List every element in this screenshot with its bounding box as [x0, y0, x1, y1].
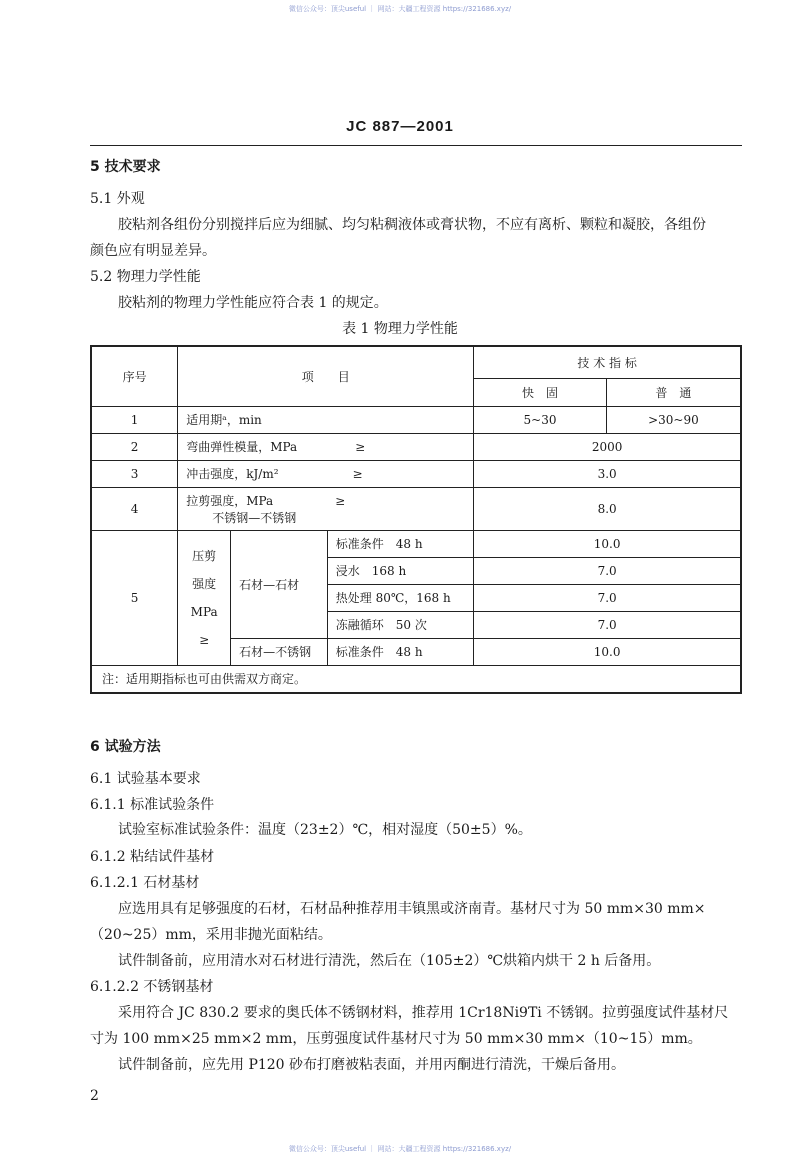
cell-cond: 冻融循环 50 次 — [327, 611, 474, 638]
standard-header: JC 887—2001 — [346, 118, 454, 135]
cell-value: 7.0 — [474, 557, 741, 584]
header-normal: 普 通 — [606, 378, 741, 406]
cell-no: 5 — [91, 530, 178, 665]
text-line: 5.2 物理力学性能 — [90, 269, 201, 285]
text-line: 试件制备前，应先用 P120 砂布打磨被粘表面，并用丙酮进行清洗，干燥后备用。 — [118, 1057, 626, 1073]
watermark-top: 微信公众号：顶尖useful ｜ 网站：大疆工程资源 https://321686.xyz/ — [288, 5, 512, 13]
cell-cond: 热处理 80℃，168 h — [327, 584, 474, 611]
cell-no: 2 — [91, 433, 178, 460]
text-line: 寸为 100 mm×25 mm×2 mm，压剪强度试件基材尺寸为 50 mm×30 mm×（10~15）mm。 — [90, 1031, 702, 1047]
label-text: MPa — [190, 604, 218, 619]
label-text: 压剪 — [192, 548, 217, 563]
text-line: 6.1.2.1 石材基材 — [90, 875, 200, 891]
cell-cond: 标准条件 48 h — [327, 530, 474, 557]
text-line: 采用符合 JC 830.2 要求的奥氏体不锈钢材料，推荐用 1Cr18Ni9Ti 不锈钢。拉剪强度试件基材尺 — [118, 1005, 729, 1021]
text-line: 试件制备前，应用清水对石材进行清洗，然后在（105±2）℃烘箱内烘干 2 h 后备用。 — [118, 953, 661, 969]
text-line: 试验室标准试验条件：温度（23±2）℃，相对湿度（50±5）%。 — [118, 822, 532, 838]
table-row — [91, 487, 741, 530]
cell-value: 2000 — [474, 433, 741, 460]
cell-group: 石材—石材 — [231, 530, 328, 638]
table-row — [91, 433, 741, 460]
table-row — [91, 460, 741, 487]
cell-normal: >30~90 — [606, 406, 741, 433]
watermark-bottom: 微信公众号：顶尖useful ｜ 网站：大疆工程资源 https://321686.xyz/ — [288, 1145, 512, 1153]
item-text: 拉剪强度，MPa — [186, 493, 274, 508]
cell-item: 适用期ᵃ，min — [178, 406, 474, 433]
cell-value: 7.0 — [474, 611, 741, 638]
cell-label — [178, 530, 231, 665]
table-note: 注：适用期指标也可由供需双方商定。 — [91, 665, 741, 693]
text-line: 胶粘剂的物理力学性能应符合表 1 的规定。 — [118, 295, 388, 311]
item-text: 冲击强度，kJ/m² — [186, 467, 279, 481]
cell-item — [178, 460, 474, 487]
header-spec: 技 术 指 标 — [474, 346, 741, 378]
section-heading: 5 技术要求 — [90, 159, 161, 175]
text-line: 5.1 外观 — [90, 191, 145, 207]
cell-group: 石材—不锈钢 — [231, 638, 328, 665]
item-subtext: 不锈钢—不锈钢 — [212, 510, 297, 525]
header-item: 项 目 — [178, 346, 474, 406]
cell-value: 10.0 — [474, 638, 741, 665]
text-line: 应选用具有足够强度的石材，石材品种推荐用丰镇黑或济南青。基材尺寸为 50 mm×30 mm× — [118, 901, 706, 917]
ge-sign: ≥ — [355, 440, 366, 454]
item-text: 弯曲弹性模量，MPa — [186, 440, 298, 454]
cell-value: 10.0 — [474, 530, 741, 557]
text-line: 胶粘剂各组份分别搅拌后应为细腻、均匀粘稠液体或膏状物，不应有离析、颗粒和凝胶，各组份 — [118, 217, 706, 233]
text-line: 6.1 试验基本要求 — [90, 771, 201, 787]
text-line: （20~25）mm，采用非抛光面粘结。 — [90, 927, 332, 943]
table-note-row — [91, 665, 741, 693]
cell-no: 1 — [91, 406, 178, 433]
text-line: 6.1.2.2 不锈钢基材 — [90, 979, 214, 995]
table-row — [91, 530, 741, 557]
cell-cond: 浸水 168 h — [327, 557, 474, 584]
table-caption: 表 1 物理力学性能 — [342, 321, 458, 337]
ge-sign: ≥ — [352, 467, 363, 481]
ge-sign: ≥ — [335, 493, 346, 508]
text-line: 6.1.1 标准试验条件 — [90, 797, 215, 813]
cell-value: 3.0 — [474, 460, 741, 487]
header-fast: 快 固 — [474, 378, 607, 406]
page-number: 2 — [90, 1088, 99, 1104]
properties-table — [90, 345, 742, 694]
header-no: 序号 — [91, 346, 178, 406]
cell-no: 3 — [91, 460, 178, 487]
header-rule — [90, 145, 742, 146]
cell-cond: 标准条件 48 h — [327, 638, 474, 665]
text-line: 颜色应有明显差异。 — [90, 243, 216, 259]
text-line: 6.1.2 粘结试件基材 — [90, 849, 215, 865]
cell-value: 8.0 — [474, 487, 741, 530]
cell-no: 4 — [91, 487, 178, 530]
cell-item — [178, 433, 474, 460]
cell-fast: 5~30 — [474, 406, 607, 433]
cell-item — [178, 487, 474, 530]
cell-value: 7.0 — [474, 584, 741, 611]
ge-sign: ≥ — [199, 632, 210, 647]
section-heading: 6 试验方法 — [90, 739, 161, 755]
table-row — [91, 406, 741, 433]
label-text: 强度 — [192, 576, 217, 591]
